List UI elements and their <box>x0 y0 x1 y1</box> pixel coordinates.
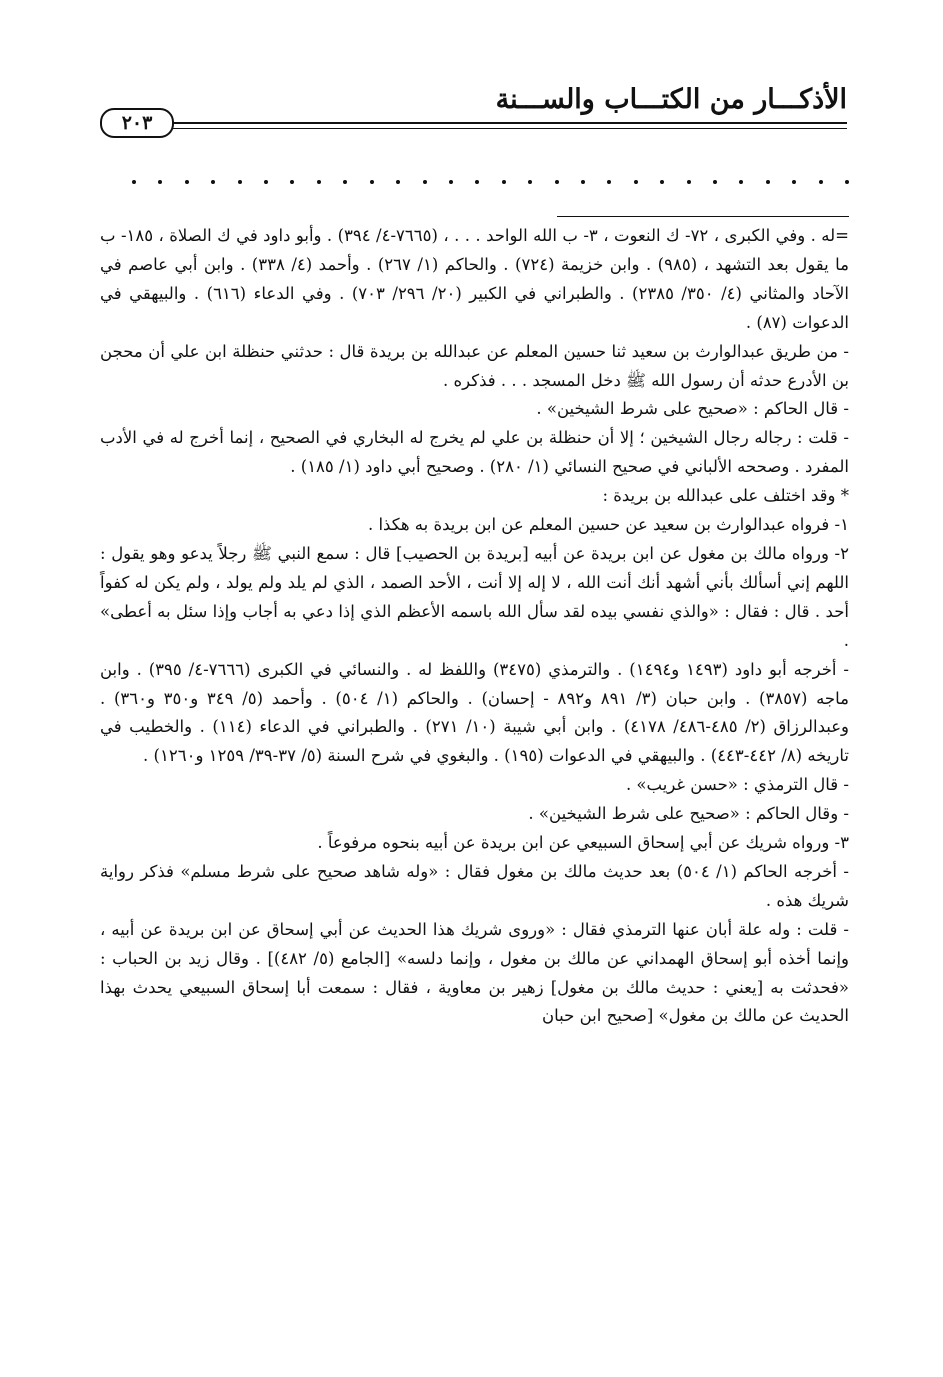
footnote-paragraph: =له . وفي الكبرى ، ٧٢- ك النعوت ، ٣- ب الله الواحد . . . ، (٧٦٦٥-٤/ ٣٩٤) . وأبو داود في ك الصلاة ، ١٨٥- ب ما يقول بعد التشهد ، (٩٨٥) . وابن خزيمة (٧٢٤) . والحاكم (١/ ٢٦٧) . وأحمد (٤/ ٣٣٨) . وابن أبي عاصم في الآحاد والمثاني (٤/ ٣٥٠/ ٢٣٨٥) . والطبراني في الكبير (٢٠/ ٢٩٦/ ٧٠٣) . وفي الدعاء (٦١٦) . والبيهقي في الدعوات (٨٧) . <box>100 226 850 332</box>
footnote-rule <box>557 216 849 217</box>
page-header <box>100 84 847 132</box>
separator-dot <box>370 180 374 184</box>
separator-dot <box>423 180 427 184</box>
separator-dot <box>687 180 691 184</box>
footnote-paragraph: - أخرجه الحاكم (١/ ٥٠٤) بعد حديث مالك بن مغول فقال : «وله شاهد صحيح على شرط مسلم» فذكر رواية شريك هذه . <box>100 861 849 910</box>
separator-dot <box>185 180 189 184</box>
separator-dot <box>634 180 638 184</box>
footnote-paragraph: - أخرجه أبو داود (١٤٩٣ و١٤٩٤) . والترمذي (٣٤٧٥) واللفظ له . والنسائي في الكبرى (٧٦٦٦-٤/ ٣٩٥) . وابن ماجه (٣٨٥٧) . وابن حبان (٣/ ٨٩١ و٨٩٢ - إحسان) . والحاكم (١/ ٥٠٤) . وأحمد (٥/ ٣٤٩ و٣٥٠ و٣٦٠) . وعبدالرزاق (٢/ ٤٨٥-٤٨٦/ ٤١٧٨) . وابن أبي شيبة (١٠/ ٢٧١) . والطبراني في الدعاء (١١٤) . والخطيب في تاريخه (٨/ ٤٤٢-٤٤٣) . والبيهقي في الدعوات (١٩٥) . والبغوي في شرح السنة (٥/ ٣٧-٣٩/ ١٢٥٩ و١٢٦٠) . <box>100 659 850 766</box>
separator-dot <box>660 180 664 184</box>
dotted-separator <box>132 172 849 192</box>
separator-dot <box>449 180 453 184</box>
footnotes-section <box>100 222 849 1031</box>
separator-dot <box>264 180 268 184</box>
separator-dot <box>845 180 849 184</box>
separator-dot <box>211 180 215 184</box>
separator-dot <box>317 180 321 184</box>
footnote-paragraph: - وقال الحاكم : «صحيح على شرط الشيخين» . <box>528 804 849 824</box>
separator-dot <box>766 180 770 184</box>
separator-dot <box>819 180 823 184</box>
footnote-paragraph: ١- فرواه عبدالوارث بن سعيد عن حسين المعلم عن ابن بريدة به هكذا . <box>367 515 849 535</box>
separator-dot <box>502 180 506 184</box>
separator-dot <box>713 180 717 184</box>
separator-dot <box>581 180 585 184</box>
book-title: الأذكـــار من الكتـــاب والســـنة <box>495 84 847 115</box>
footnote-paragraph: - قال الترمذي : «حسن غريب» . <box>625 775 849 795</box>
separator-dot <box>607 180 611 184</box>
separator-dot <box>528 180 532 184</box>
separator-dot <box>792 180 796 184</box>
separator-dot <box>343 180 347 184</box>
separator-dot <box>475 180 479 184</box>
footnote-paragraph: ٣- ورواه شريك عن أبي إسحاق السبيعي عن ابن بريدة عن أبيه بنحوه مرفوعاً . <box>317 833 849 853</box>
separator-dot <box>158 180 162 184</box>
footnote-paragraph: * وقد اختلف على عبدالله بن بريدة : <box>602 486 849 506</box>
separator-dot <box>238 180 242 184</box>
separator-dot <box>132 180 136 184</box>
separator-dot <box>555 180 559 184</box>
separator-dot <box>739 180 743 184</box>
footnote-paragraph: - من طريق عبدالوارث بن سعيد ثنا حسين المعلم عن عبدالله بن بريدة قال : حدثني حنظلة ابن علي أن محجن بن الأدرع حدثه أن رسول الله ﷺ دخل المسجد . . . فذكره . <box>100 341 849 390</box>
page-number: ٢٠٣ <box>100 108 174 138</box>
separator-dot <box>290 180 294 184</box>
footnote-paragraph: - قال الحاكم : «صحيح على شرط الشيخين» . <box>536 399 849 419</box>
footnote-paragraph: ٢- ورواه مالك بن مغول عن ابن بريدة عن أبيه [بريدة بن الحصيب] قال : سمع النبي ﷺ رجلاً يدعو وهو يقول : اللهم إني أسألك بأني أشهد أنك أنت الله ، لا إله إلا أنت ، الأحد الصمد ، الذي لم يلد ولم يولد ، ولم يكن له كفواً أحد . قال : فقال : «والذي نفسي بيده لقد سأل الله باسمه الأعظم الذي إذا دعي به أجاب وإذا سئل به أعطى» . <box>100 543 849 650</box>
separator-dot <box>396 180 400 184</box>
header-rule <box>162 122 847 124</box>
footnote-paragraph: - قلت : رجاله رجال الشيخين ؛ إلا أن حنظلة بن علي لم يخرج له البخاري في الصحيح ، إنما أخرج له في الأدب المفرد . وصححه الألباني في صحيح النسائي (١/ ٢٨٠) . وصحيح أبي داود (١/ ١٨٥) . <box>100 428 849 477</box>
footnote-paragraph: - قلت : وله علة أبان عنها الترمذي فقال : «وروى شريك هذا الحديث عن أبي إسحاق عن ابن بريدة عن أبيه ، وإنما أخذه أبو إسحاق الهمداني عن مالك بن مغول ، وإنما دلسه» [الجامع (٥/ ٤٨٢)] . وقال زيد بن الحباب : «فحدثت به [يعني : حديث مالك بن مغول] زهير بن معاوية ، فقال : سمعت أبا إسحاق السبيعي يحدث بهذا الحديث عن مالك بن مغول» [صحيح ابن حبان <box>100 919 850 1026</box>
